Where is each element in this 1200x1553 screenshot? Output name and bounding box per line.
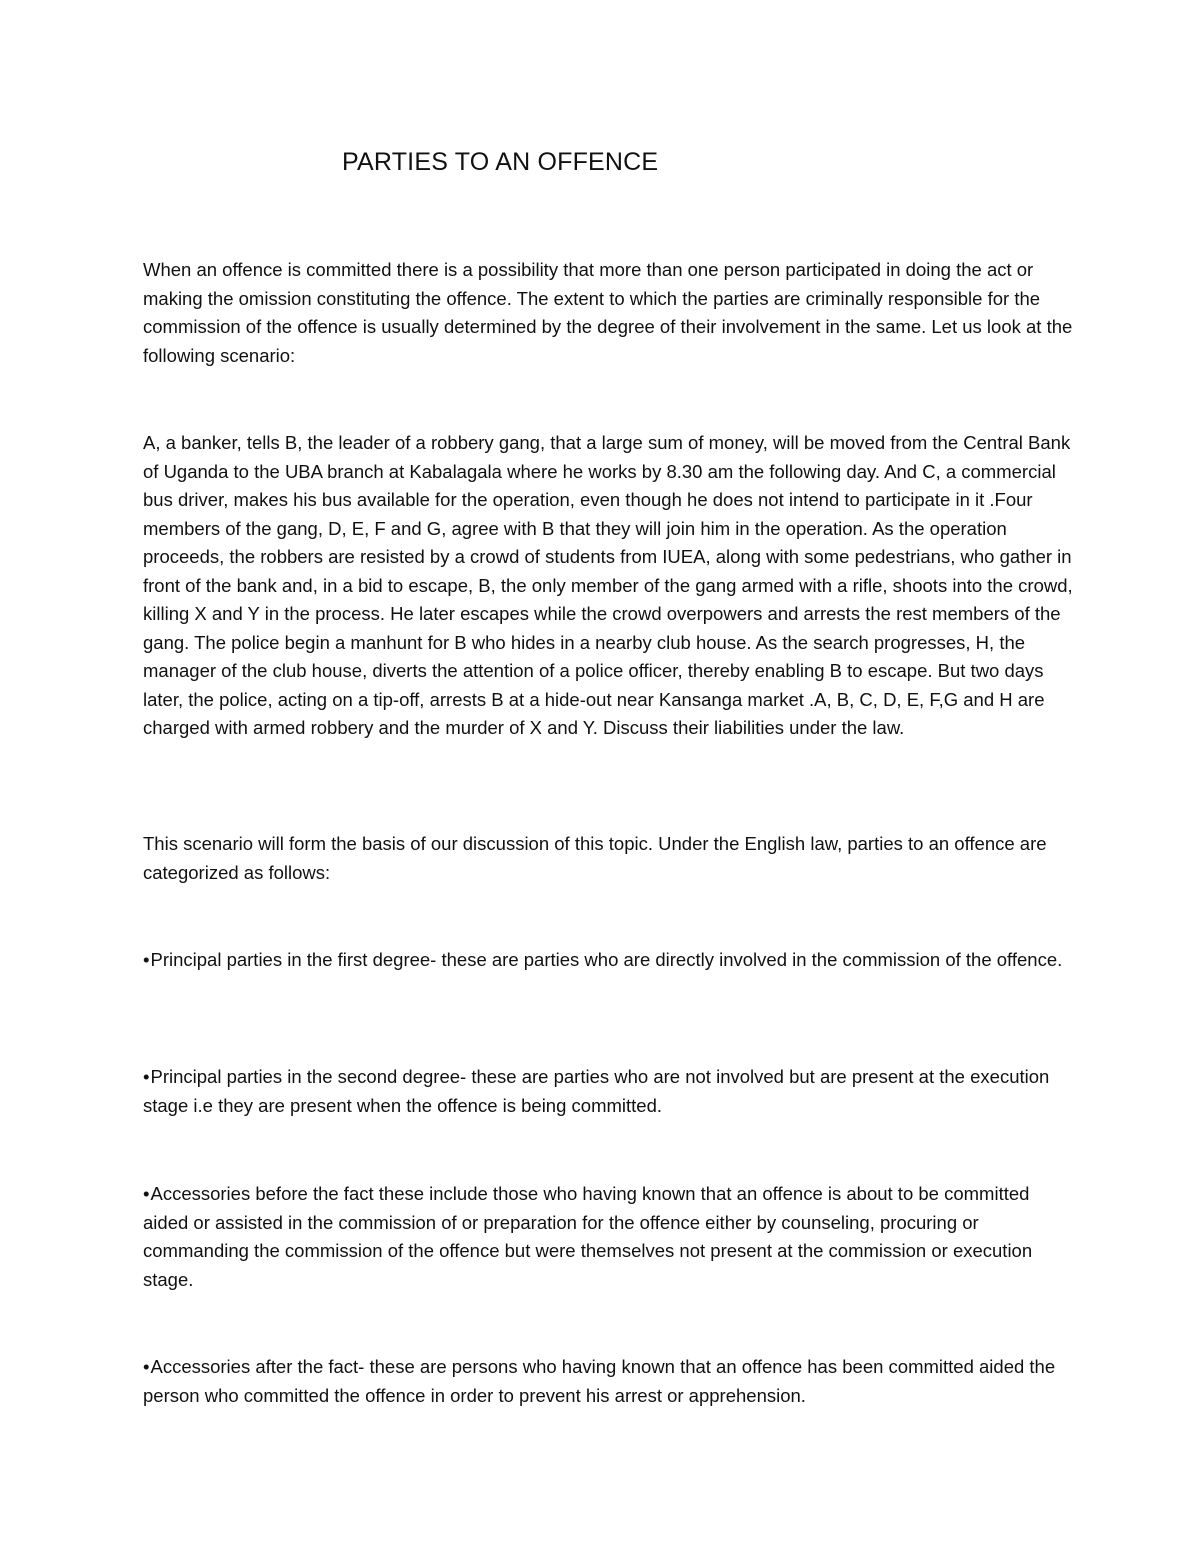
bullet-item-principal-second-degree <box>143 1063 1073 1120</box>
bullet-text: Accessories after the fact- these are persons who having known that an offence has been committed aided the person who committed the offence in order to prevent his arrest or apprehension. <box>143 1356 1056 1406</box>
bullet-text: Principal parties in the first degree- these are parties who are directly involved in the commission of the offence. <box>150 949 1063 970</box>
scenario-paragraph: A, a banker, tells B, the leader of a robbery gang, that a large sum of money, will be moved from the Central Bank of Uganda to the UBA branch at Kabalagala where he works by 8.30 am the following day. And C, a commercial bus driver, makes his bus available for the operation, even though he does not intend to participate in it .Four members of the gang, D, E, F and G, agree with B that they will join him in the operation. As the operation proceeds, the robbers are resisted by a crowd of students from IUEA, along with some pedestrians, who gather in front of the bank and, in a bid to escape, B, the only member of the gang armed with a rifle, shoots into the crowd, killing X and Y in the process. He later escapes while the crowd overpowers and arrests the rest members of the gang. The police begin a manhunt for B who hides in a nearby club house. As the search progresses, H, the manager of the club house, diverts the attention of a police officer, thereby enabling B to escape. But two days later, the police, acting on a tip-off, arrests B at a hide-out near Kansanga market .A, B, C, D, E, F,G and H are charged with armed robbery and the murder of X and Y. Discuss their liabilities under the law. <box>143 432 1073 738</box>
basis-paragraph: This scenario will form the basis of our discussion of this topic. Under the English law, parties to an offence are categorized as follows: <box>143 833 1047 883</box>
bullet-icon: • <box>143 949 150 970</box>
bullet-icon: • <box>143 1356 150 1377</box>
document-title: PARTIES TO AN OFFENCE <box>342 148 659 176</box>
bullet-icon: • <box>143 1183 150 1204</box>
bullet-item-accessories-before <box>143 1180 1073 1294</box>
intro-paragraph: When an offence is committed there is a possibility that more than one person participated in doing the act or making the omission constituting the offence. The extent to which the parties are criminally responsible for the commission of the offence is usually determined by the degree of their involvement in the same. Let us look at the following scenario: <box>143 259 1073 366</box>
bullet-text: Accessories before the fact these include those who having known that an offence is about to be committed aided or assisted in the commission of or preparation for the offence either by counseling, procuring or commanding the commission of the offence but were themselves not present at the commission or execution stage. <box>143 1183 1033 1290</box>
bullet-item-accessories-after <box>143 1353 1073 1410</box>
bullet-item-principal-first-degree <box>143 946 1073 975</box>
bullet-text: Principal parties in the second degree- these are parties who are not involved but are present at the execution stage i.e they are present when the offence is being committed. <box>143 1066 1050 1116</box>
bullet-icon: • <box>143 1066 150 1087</box>
